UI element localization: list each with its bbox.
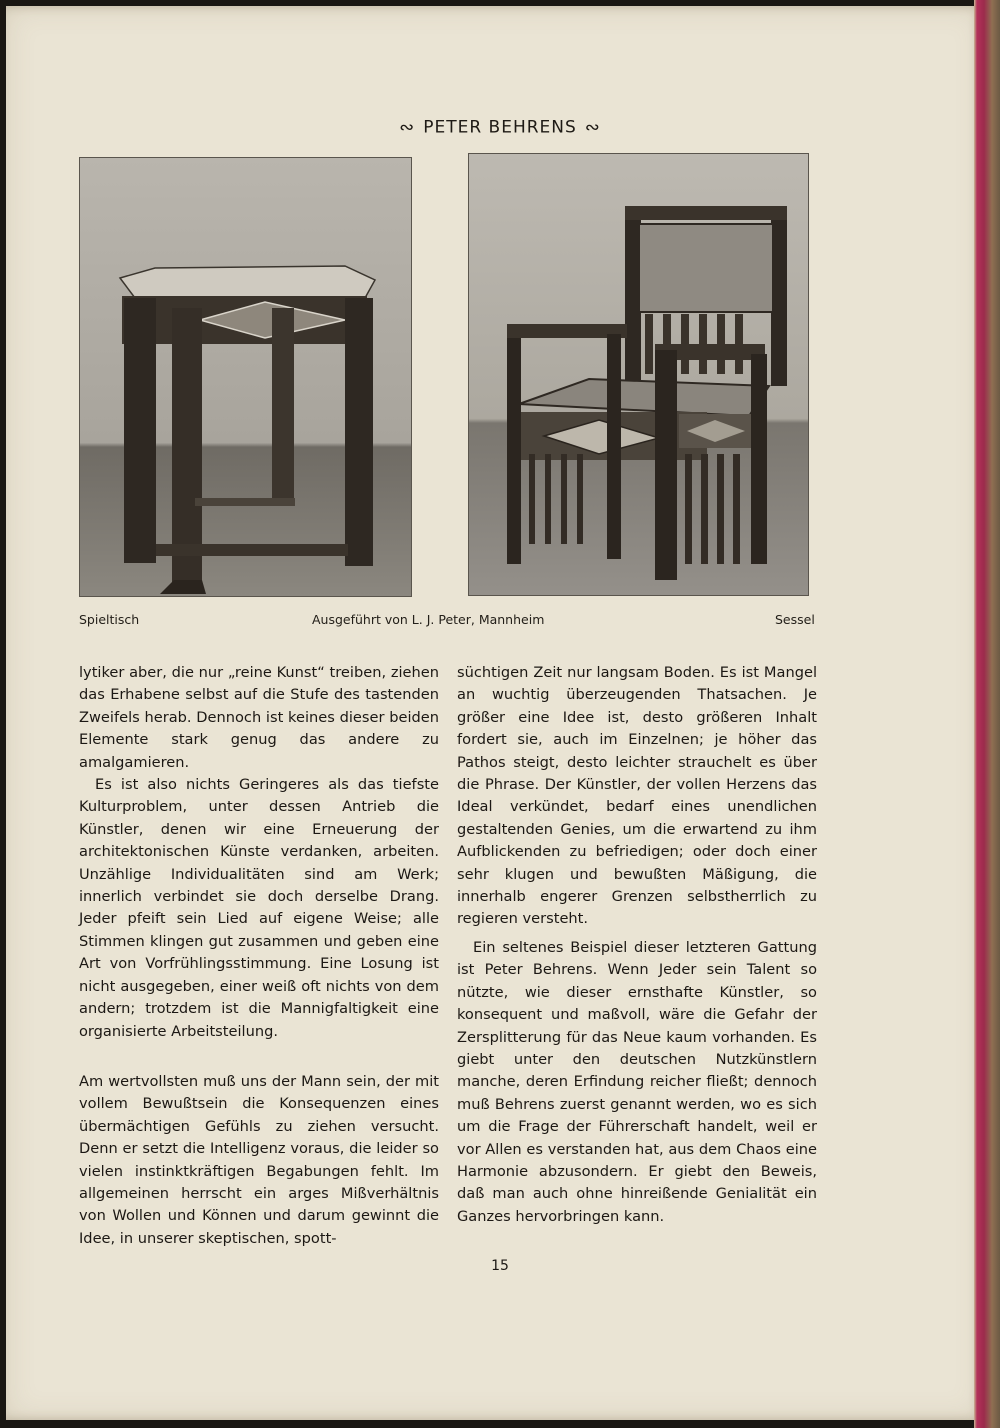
running-header [0,117,1000,138]
paragraph: Ein seltenes Beispiel dieser letzteren Gattung ist Peter Behrens. Wenn Jeder sein Talent so nützte, wie dieser ernsthafte Künstler, so konsequent und maßvoll, wäre die Gefahr der Zersplitterung für das Neue kaum vorhanden. Es giebt unter den deutschen Nutzkünstlern manche, deren Erfindung reicher fließt; dennoch muß Behrens zuerst genannt werden, wo es sich um die Frage der Führerschaft handelt, weil er vor Allen es verstanden hat, aus dem Chaos eine Harmonie abzusondern. Er giebt den Beweis, daß man auch ohne hinreißende Genialität ein Ganzes hervorbringen kann. [457,938,817,1225]
paragraph: lytiker aber, die nur „reine Kunst“ treiben, ziehen das Erhabene selbst auf die Stufe des tastenden Zweifels herab. Dennoch ist keines dieser beiden Elemente stark genug das andere zu amalgamieren. [79,664,439,771]
header-ornament-right: ∾ [584,117,601,138]
paragraph: Am wertvollsten muß uns der Mann sein, der mit vollem Bewußtsein die Konsequenzen eines übermächtigen Gefühls zu ziehen versucht. Denn er setzt die Intelligenz voraus, die leider so vielen instinktkräftigen Begabungen fehlt. Im allgemeinen herrscht ein arges Mißverhältnis von Wollen und Können und darum gewinnt die Idee, in unserer skeptischen, spott- [79,1072,439,1247]
page-number: 15 [491,1258,509,1274]
paragraph: süchtigen Zeit nur langsam Boden. Es ist Mangel an wuchtig überzeugenden Thatsachen. Je größer eine Idee ist, desto größeren Inhalt fordert sie, auch im Einzelnen; je höher das Pathos steigt, desto leichter strauchelt es über die Phrase. Der Künstler, der vollen Herzens das Ideal verkündet, bedarf eines unendlichen gestaltenden Genies, um die erwartend zu ihm Aufblickenden zu befriedigen; oder doch einer sehr klugen und bewußten Mäßigung, die innerhalb engerer Grenzen selbstherrlich zu regieren versteht. [457,664,817,928]
book-cover-edge [974,0,1000,1428]
text-column-left [79,662,439,1250]
text-column-right [457,662,817,1228]
photo-armchair [468,153,809,596]
caption-center: Ausgeführt von L. J. Peter, Mannheim [312,612,545,627]
photo-game-table [79,157,412,597]
paragraph: Es ist also nichts Geringeres als das tiefste Kulturproblem, unter dessen Antrieb die Künstler, denen wir eine Erneuerung der architektonischen Künste verdanken, arbeiten. Unzählige Individualitäten sind am Werk; innerlich verbindet sie doch derselbe Drang. Jeder pfeift sein Lied auf eigene Weise; alle Stimmen klingen gut zusammen und geben eine Art von Vorfrühlingsstimmung. Eine Losung ist nicht ausgegeben, einer weiß oft nichts von dem andern; trotzdem ist die Mannigfaltigkeit eine organisierte Arbeitsteilung. [79,776,439,1040]
caption-right: Sessel [775,612,815,627]
header-ornament-left: ∾ [399,117,416,138]
caption-left: Spieltisch [79,612,140,627]
header-title: PETER BEHRENS [423,117,577,138]
